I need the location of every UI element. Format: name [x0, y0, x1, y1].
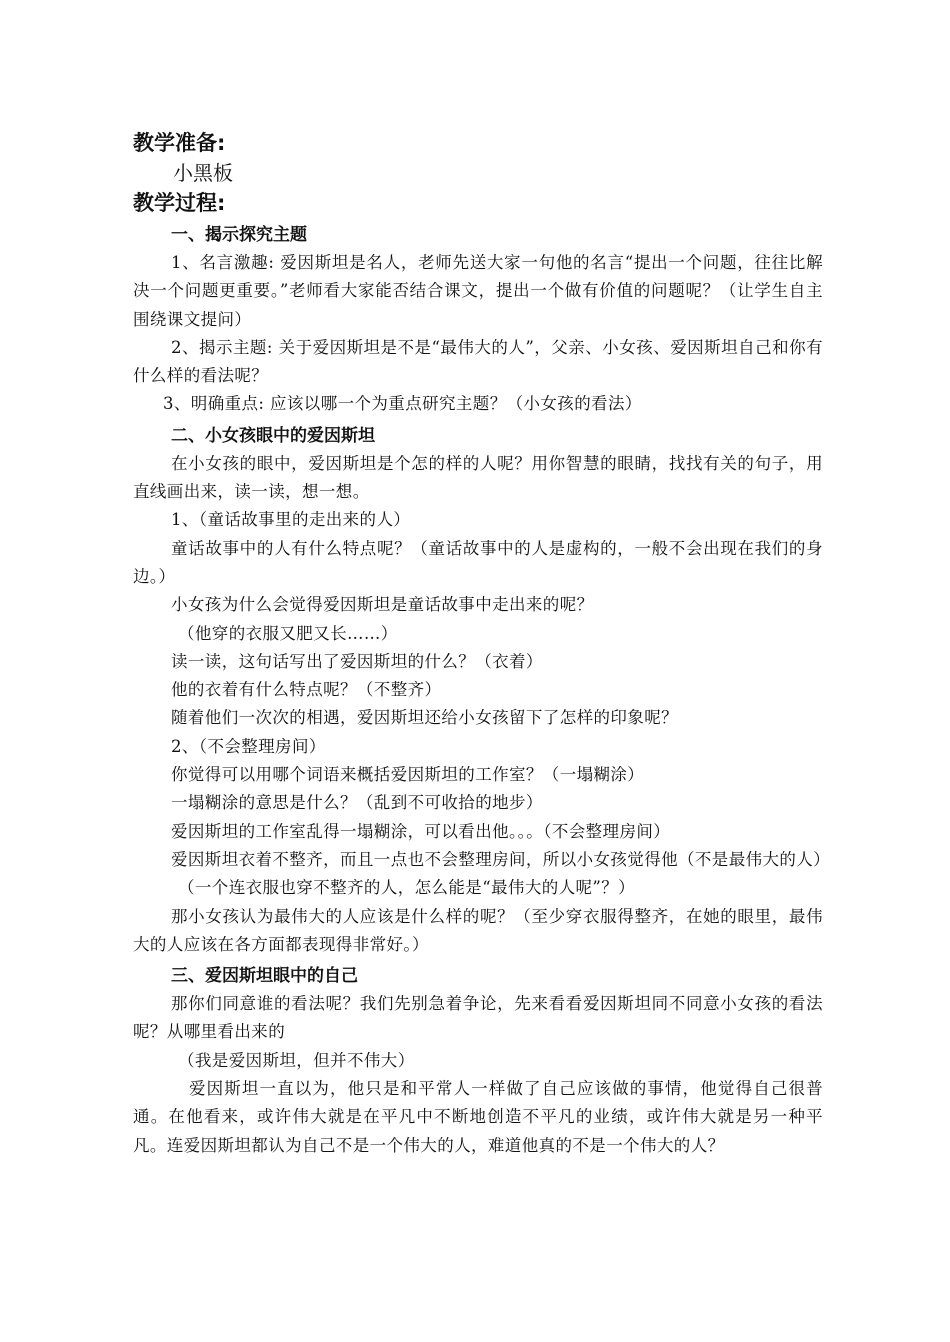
section2-paragraph: 1、（童话故事里的走出来的人） — [171, 510, 411, 530]
section2-paragraph: 爱因斯坦衣着不整齐，而且一点也不会整理房间，所以小女孩觉得他（不是最伟大的人） — [171, 849, 831, 869]
section2-paragraph: 爱因斯坦的工作室乱得一塌糊涂，可以看出他。。。（不会整理房间） — [171, 821, 671, 841]
section2-paragraph: 童话故事中的人有什么特点呢？（童话故事中的人是虚构的，一般不会出现在我们的身边。） — [133, 538, 823, 586]
section1-paragraph: 1、名言激趣: 爱因斯坦是名人，老师先送大家一句他的名言“提出一个问题，往往比解决一个问题更重要。”老师看大家能否结合课文，提出一个做有价值的问题呢？（让学生自主围绕课文提问） — [133, 253, 823, 329]
section3-paragraph: 爱因斯坦一直以为，他只是和平常人一样做了自己应该做的事情，他觉得自己很普通。在他看来，或许伟大就是在平凡中不断地创造不平凡的业绩，或许伟大就是另一种平凡。连爱因斯坦都认为自己不是一个伟大的人，难道他真的不是一个伟大的人？ — [133, 1079, 823, 1155]
process-heading: 教学过程: — [133, 191, 226, 215]
section2-paragraph: 一塌糊涂的意思是什么？（乱到不可收拾的地步） — [171, 793, 543, 813]
section2-paragraph: 读一读，这句话写出了爱因斯坦的什么？（衣着） — [171, 651, 543, 671]
section2-paragraph: （他穿的衣服又肥又长……） — [178, 623, 398, 643]
section2-paragraph: 在小女孩的眼中，爱因斯坦是个怎的样的人呢？用你智慧的眼睛，找找有关的句子，用直线画出来，读一读，想一想。 — [133, 453, 823, 502]
section3-title: 三、爱因斯坦眼中的自己 — [171, 966, 358, 987]
section2-paragraph: （一个连衣服也穿不整齐的人，怎么能是“最伟大的人呢”？） — [178, 878, 636, 898]
section2-paragraph: 2、（不会整理房间） — [171, 736, 326, 756]
prep-heading: 教学准备: — [133, 131, 226, 155]
prep-item: 小黑板 — [173, 161, 233, 185]
section3-paragraph: （我是爱因斯坦，但并不伟大） — [178, 1050, 415, 1070]
section2-paragraph: 他的衣着有什么特点呢？（不整齐） — [171, 680, 442, 700]
section2-paragraph: 你觉得可以用哪个词语来概括爱因斯坦的工作室？（一塌糊涂） — [171, 765, 645, 785]
section1-paragraph: 2、揭示主题: 关于爱因斯坦是不是“最伟大的人”，父亲、小女孩、爱因斯坦自己和你有什么样的看法呢？ — [133, 337, 823, 386]
section2-title: 二、小女孩眼中的爱因斯坦 — [171, 425, 375, 446]
section1-paragraph: 3、明确重点: 应该以哪一个为重点研究主题？（小女孩的看法） — [163, 394, 642, 414]
section3-paragraph: 那你们同意谁的看法呢？我们先别急着争论，先来看看爱因斯坦同不同意小女孩的看法呢？从哪里看出来的 — [133, 994, 823, 1042]
section1-title: 一、揭示探究主题 — [171, 225, 307, 245]
section2-paragraph: 那小女孩认为最伟大的人应该是什么样的呢？（至少穿衣服得整齐，在她的眼里，最伟大的人应该在各方面都表现得非常好。） — [133, 906, 823, 954]
document-body — [133, 128, 831, 1160]
section2-paragraph: 随着他们一次次的相遇，爱因斯坦还给小女孩留下了怎样的印象呢？ — [171, 708, 678, 728]
section2-paragraph: 小女孩为什么会觉得爱因斯坦是童话故事中走出来的呢？ — [171, 595, 594, 615]
